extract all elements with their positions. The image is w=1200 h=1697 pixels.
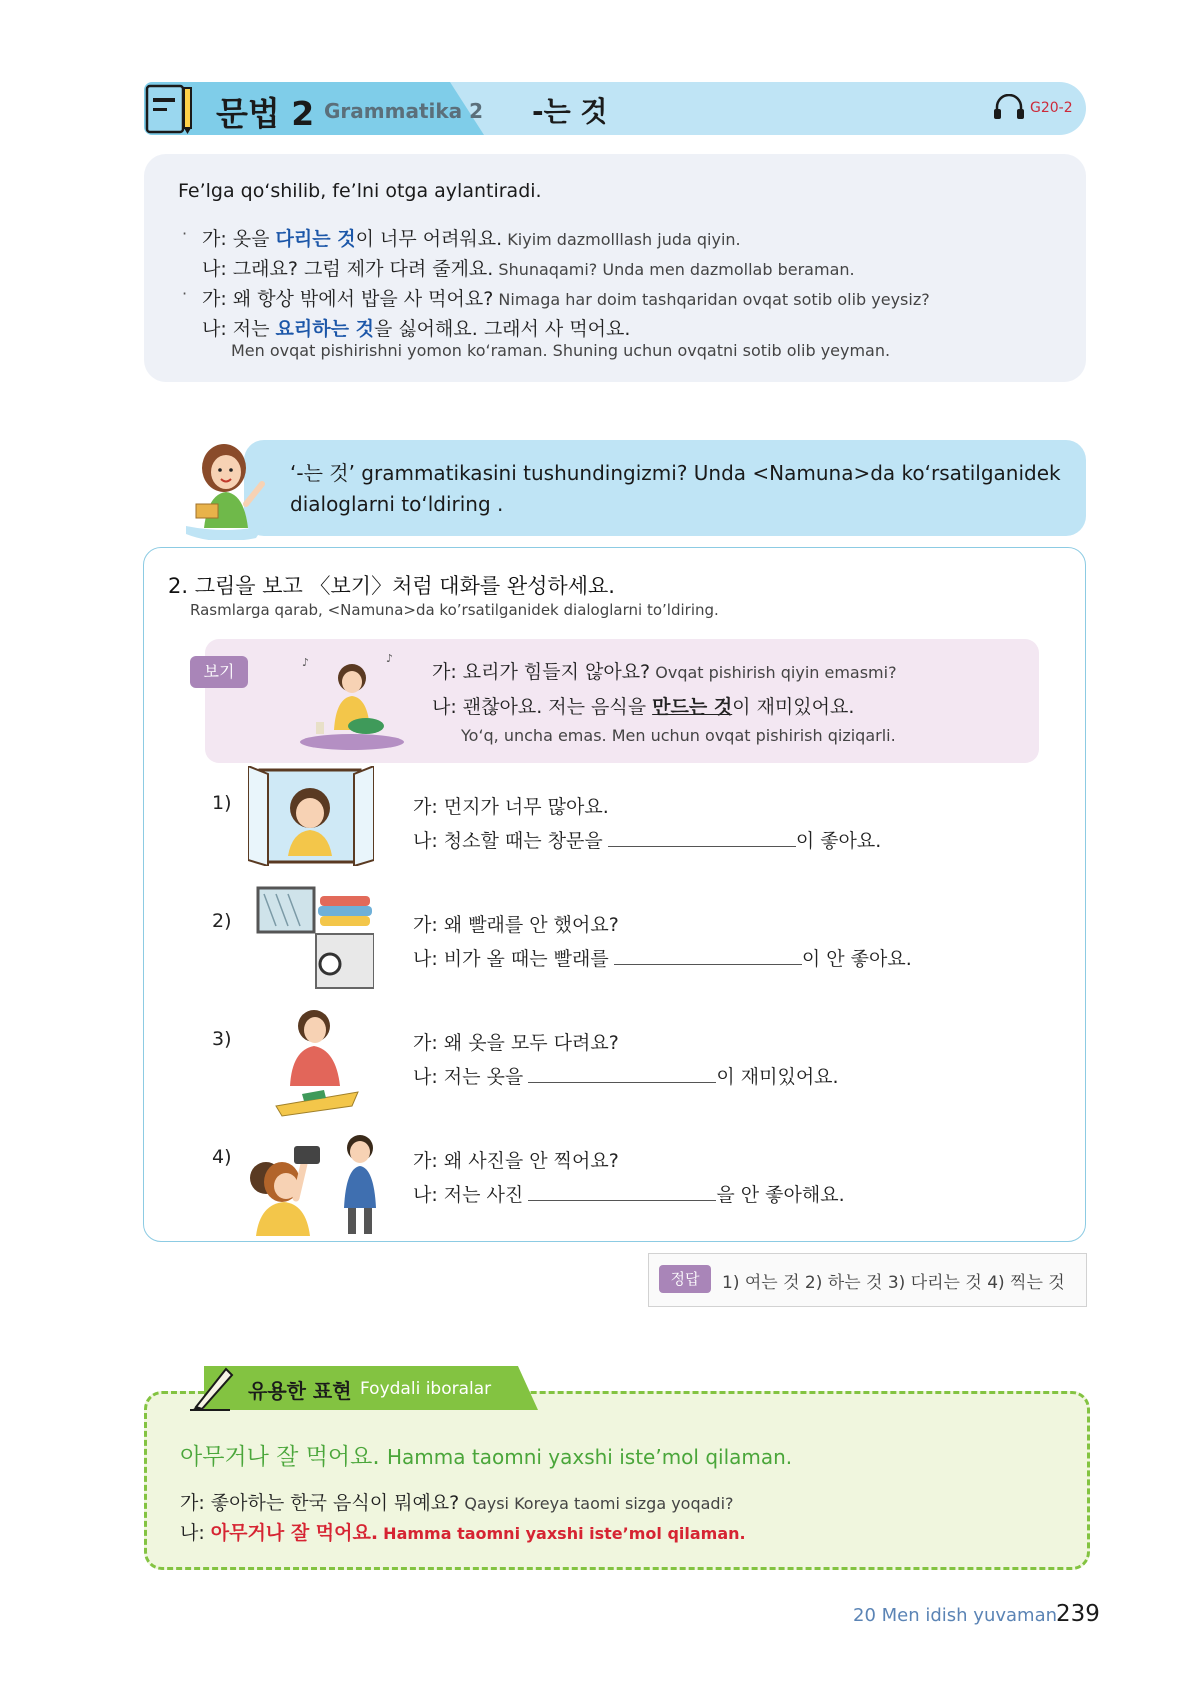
- svg-text:♪: ♪: [386, 652, 394, 665]
- audio-track-label[interactable]: G20-2: [1030, 100, 1073, 116]
- item-number: 3): [212, 1028, 232, 1050]
- useful-expression-heading: 아무거나 잘 먹어요. Hamma taomni yaxshi iste’mol qilaman.: [180, 1444, 793, 1470]
- answer-blank[interactable]: [614, 944, 802, 965]
- example-line-1: 가: 옷을 다리는 것이 너무 어려워요. Kiyim dazmolllash juda qiyin.: [202, 228, 741, 250]
- example-answer: 나: 괜찮아요. 저는 음식을 만드는 것이 재미있어요.: [432, 696, 855, 718]
- example-line-2: 나: 그래요? 그럼 제가 다려 줄게요. Shunaqami? Unda men dazmollab beraman.: [202, 258, 855, 280]
- item-question: 가: 왜 빨래를 안 했어요?: [413, 914, 619, 936]
- item-question: 가: 왜 사진을 안 찍어요?: [413, 1150, 619, 1172]
- exercise-title: 2. 그림을 보고 〈보기〉처럼 대화를 완성하세요.: [168, 574, 615, 598]
- answer-blank[interactable]: [608, 826, 796, 847]
- grammar-title: 문법 2: [216, 94, 315, 133]
- bullet-dot: ·: [182, 224, 188, 243]
- headphones-icon[interactable]: [992, 94, 1026, 120]
- example-line-4: 나: 저는 요리하는 것을 싫어해요. 그래서 사 먹어요.: [202, 318, 631, 340]
- example-line-3: 가: 왜 항상 밖에서 밥을 사 먹어요? Nimaga har doim tashqaridan ovqat sotib olib yeysiz?: [202, 288, 930, 310]
- chapter-footer: 20 Men idish yuvaman: [853, 1605, 1058, 1626]
- item-answer: 나: 저는 옷을 이 재미있어요.: [413, 1062, 839, 1089]
- teacher-illustration: [186, 434, 276, 540]
- photo-taking-illustration: [242, 1124, 384, 1236]
- useful-expressions-title: 유용한 표현: [248, 1379, 352, 1403]
- book-icon: [144, 82, 194, 135]
- bullet-dot: ·: [182, 284, 188, 303]
- item-question: 가: 왜 옷을 모두 다려요?: [413, 1032, 619, 1054]
- page-number: 239: [1056, 1601, 1100, 1627]
- window-opening-illustration: [248, 766, 374, 866]
- answer-key-badge: 정답: [659, 1265, 711, 1293]
- grammar-pattern: -는 것: [532, 95, 608, 128]
- item-number: 1): [212, 792, 232, 814]
- useful-expressions-subtitle: Foydali iboralar: [360, 1379, 492, 1399]
- cooking-illustration: [296, 650, 408, 752]
- pencil-icon: [190, 1363, 234, 1411]
- answer-blank[interactable]: [528, 1062, 716, 1083]
- explanation-intro: Fe’lga qo‘shilib, fe’lni otga aylantiradi.: [178, 180, 542, 202]
- rainy-laundry-illustration: [256, 886, 374, 990]
- item-answer: 나: 저는 사진 을 안 좋아해요.: [413, 1180, 845, 1207]
- item-number: 2): [212, 910, 232, 932]
- example-answer-translation: Yo‘q, uncha emas. Men uchun ovqat pishirish qiziqarli.: [461, 726, 896, 745]
- item-question: 가: 먼지가 너무 많아요.: [413, 796, 609, 818]
- grammar-subtitle: Grammatika 2: [324, 99, 484, 123]
- example-line-4-translation: Men ovqat pishirishni yomon ko‘raman. Shuning uchun ovqatni sotib olib yeyman.: [231, 341, 891, 360]
- answer-key-text: 1) 여는 것 2) 하는 것 3) 다리는 것 4) 찍는 것: [722, 1273, 1065, 1293]
- instruction-text: ‘-는 것’ grammatikasini tushundingizmi? Unda <Namuna>da ko‘rsatilganidek dialoglarni to‘ldiring .: [290, 461, 1061, 516]
- ironing-illustration: [272, 1006, 362, 1120]
- item-answer: 나: 청소할 때는 창문을 이 좋아요.: [413, 826, 881, 853]
- example-question: 가: 요리가 힘들지 않아요? Ovqat pishirish qiyin emasmi?: [432, 661, 897, 683]
- example-badge: 보기: [190, 656, 248, 688]
- answer-blank[interactable]: [528, 1180, 716, 1201]
- useful-dialog-answer: 나: 아무거나 잘 먹어요. Hamma taomni yaxshi iste’mol qilaman.: [180, 1522, 746, 1544]
- svg-text:♪: ♪: [302, 656, 310, 669]
- item-number: 4): [212, 1146, 232, 1168]
- item-answer: 나: 비가 올 때는 빨래를 이 안 좋아요.: [413, 944, 912, 971]
- useful-dialog-question: 가: 좋아하는 한국 음식이 뭐예요? Qaysi Koreya taomi sizga yoqadi?: [180, 1492, 734, 1514]
- exercise-subtitle: Rasmlarga qarab, <Namuna>da ko’rsatilganidek dialoglarni to’ldiring.: [190, 601, 719, 619]
